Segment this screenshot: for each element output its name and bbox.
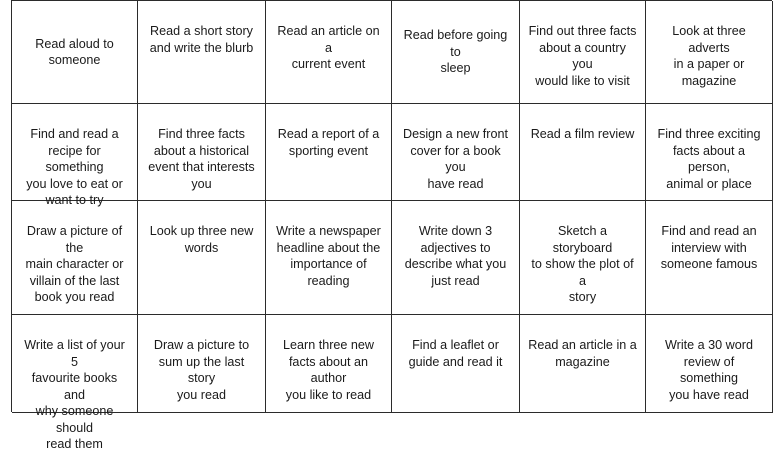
cell-text: Draw a picture to sum up the last story you read — [153, 338, 250, 402]
grid-cell — [646, 315, 773, 413]
cell-text: Find and read a recipe for something you love to eat or want to try — [26, 127, 123, 207]
cell-text: Find and read an interview with someone famous — [660, 224, 758, 271]
cell-text: Write down 3 adjectives to describe what you just read — [404, 224, 507, 288]
grid-cell — [12, 315, 138, 451]
grid-cell — [520, 1, 646, 104]
grid-cell — [646, 104, 773, 201]
cell-text: Find out three facts about a country you would like to visit — [528, 24, 637, 88]
cell-text: Look at three adverts in a paper or magazine — [672, 24, 746, 88]
cell-text: Design a new front cover for a book you have read — [402, 127, 508, 191]
cell-text: Find a leaflet or guide and read it — [408, 338, 503, 369]
cell-text: Write a 30 word review of something you have read — [665, 338, 753, 402]
grid-cell — [520, 104, 646, 201]
grid-cell — [138, 201, 266, 315]
grid-cell — [266, 201, 392, 315]
cell-text: Read a report of a sporting event — [277, 127, 380, 158]
grid-cell — [392, 201, 520, 315]
grid-cell — [12, 201, 138, 315]
grid-cell — [138, 1, 266, 104]
grid-cell — [12, 1, 138, 104]
grid-cell — [520, 201, 646, 315]
grid-cell — [266, 1, 392, 104]
cell-text: Write a newspaper headline about the importance of reading — [276, 224, 381, 288]
cell-text: Read a film review — [530, 127, 635, 141]
reading-challenge-grid — [11, 0, 772, 451]
cell-text: Write a list of your 5 favourite books and why someone should read them — [24, 338, 125, 451]
grid-cell — [392, 104, 520, 201]
cell-text: Read an article in a magazine — [528, 338, 637, 369]
grid-cell — [392, 1, 520, 104]
grid-cell — [138, 315, 266, 413]
cell-text: Read an article on a current event — [277, 24, 380, 71]
grid-cell — [12, 104, 138, 207]
cell-text: Learn three new facts about an author you like to read — [282, 338, 375, 402]
grid-cell — [646, 1, 773, 104]
cell-text: Find three facts about a historical event that interests you — [148, 127, 255, 191]
grid-cell — [392, 315, 520, 413]
grid-cell — [646, 201, 773, 315]
cell-text: Read a short story and write the blurb — [149, 24, 254, 55]
cell-text: Sketch a storyboard to show the plot of a story — [531, 224, 634, 304]
cell-text: Read before going to sleep — [403, 28, 508, 76]
cell-text: Find three exciting facts about a person, animal or place — [657, 127, 761, 191]
grid-cell — [266, 104, 392, 201]
cell-text: Look up three new words — [149, 224, 254, 255]
grid-cell — [138, 104, 266, 201]
grid-cell — [266, 315, 392, 413]
cell-text: Read aloud to someone — [35, 36, 114, 67]
grid-cell — [520, 315, 646, 413]
cell-text: Draw a picture of the main character or villain of the last book you read — [25, 224, 124, 304]
